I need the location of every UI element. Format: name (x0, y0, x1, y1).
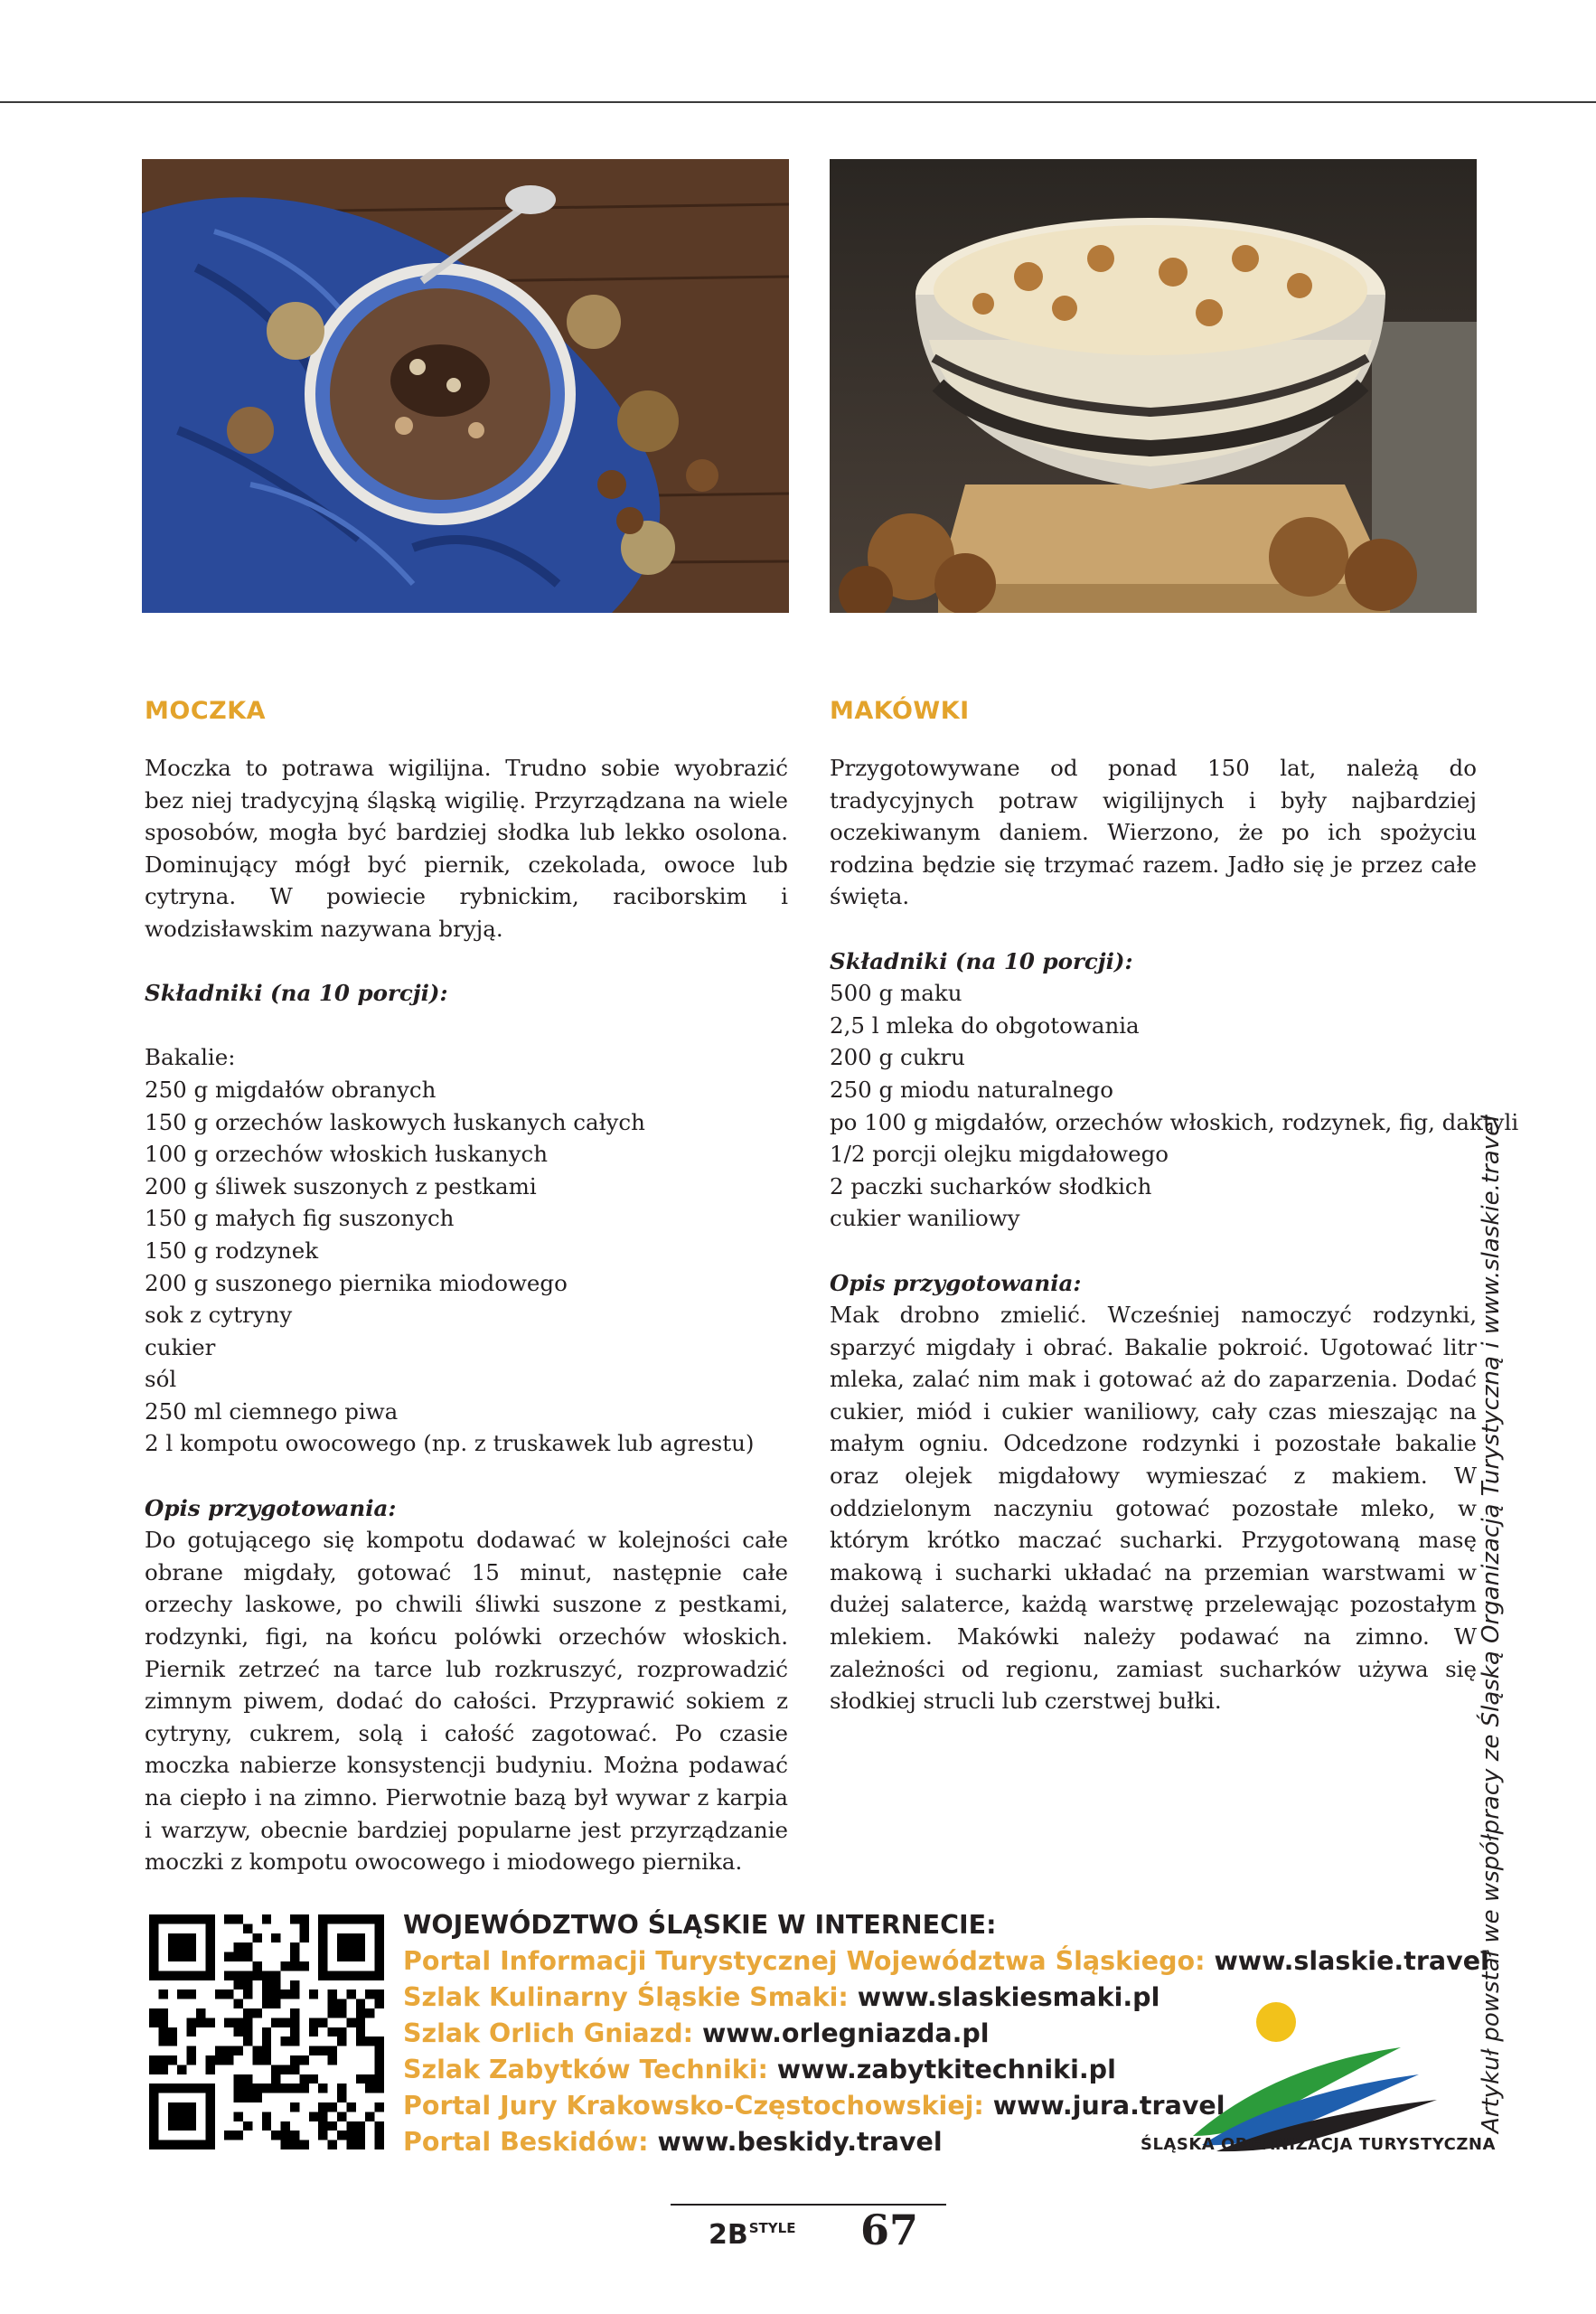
ingredient-item: 150 g orzechów laskowych łuskanych całych (145, 1108, 645, 1135)
ingredient-item: 2 l kompotu owocowego (np. z truskawek lub agrestu) (145, 1430, 755, 1457)
ingredient-item: 250 ml ciemnego piwa (145, 1397, 399, 1425)
makowki-method: Mak drobno zmielić. Wcześniej namoczyć rodzynki, sparzyć migdały i obrać. Bakalie pokroić. Ugotować litr mleka, zalać nim mak i gotować aż do zaparzenia. Dodać cukier, miód i cukier waniliowy, cały czas mieszając na małym ogniu. Odcedzone rodzynki i pozostałe bakalie oraz olejek migdałowy wymieszać z makiem. W oddzielonym naczyniu gotować pozostałe mleko, w którym krótko maczać sucharki. Przygotowaną masę makową i sucharki układać na przemian warstwami w dużej salaterce, każdą warstwę przelewając pozostałym mlekiem. Makówki należy podawać na zimno. W zależności od regionu, zamiast sucharków używa się słodkiej strucli lub czerstwej bułki. (830, 1302, 1477, 1715)
makowki-ingredients-heading: Składniki (na 10 porcji): (830, 947, 1133, 974)
link-row[interactable] (403, 1943, 1489, 1980)
ingredient-item: po 100 g migdałów, orzechów włoskich, rodzynek, fig, daktyli (830, 1108, 1519, 1135)
slaska-organizacja-logo (1130, 1984, 1473, 2156)
makowki-method-heading: Opis przygotowania: (830, 1269, 1082, 1296)
moczka-photo (142, 159, 789, 613)
moczka-intro: Moczka to potrawa wigilijna. Trudno sobie wyobrazić bez niej tradycyjną śląską wigilię. Przyrządzana na wiele sposobów, mogła być bardziej słodka lub lekko osolona. Dominujący mógł być piernik, czekolada, owoce lub cytryna. W powiecie rybnickim, raciborskim i wodzisławskim nazywana bryją. (145, 755, 788, 942)
link-url[interactable]: www.zabytkitechniki.pl (776, 2055, 1116, 2084)
link-label: Szlak Kulinarny Śląskie Smaki: (403, 1982, 849, 2012)
ingredient-item: 250 g miodu naturalnego (830, 1076, 1113, 1103)
ingredient-item: 150 g małych fig suszonych (145, 1205, 455, 1232)
makowki-ingredients-list (830, 977, 1519, 1235)
link-label: Szlak Zabytków Techniki: (403, 2055, 768, 2084)
top-rule (0, 101, 1596, 103)
ingredient-item: 100 g orzechów włoskich łuskanych (145, 1141, 548, 1168)
link-label: Portal Beskidów: (403, 2127, 649, 2157)
qr-code[interactable] (149, 1914, 384, 2149)
moczka-title: MOCZKA (145, 697, 267, 725)
makowki-intro: Przygotowywane od ponad 150 lat, należą do tradycyjnych potraw wigilijnych i były najbardziej oczekiwanym daniem. Wierzono, że po ich spożyciu rodzina będzie się trzymać razem. Jadło się je przez całe święta. (830, 755, 1477, 910)
moczka-method-heading: Opis przygotowania: (145, 1494, 397, 1521)
ingredient-item: 2 paczki sucharków słodkich (830, 1172, 1152, 1199)
ingredient-item: sok z cytryny (145, 1302, 293, 1329)
moczka-ingredients-heading: Składniki (na 10 porcji): (145, 980, 448, 1007)
link-label: Portal Jury Krakowsko-Częstochowskiej: (403, 2091, 984, 2121)
ingredient-item: sól (145, 1366, 177, 1393)
ingredient-item: 1/2 porcji olejku migdałowego (830, 1141, 1169, 1168)
link-url[interactable]: www.jura.travel (992, 2091, 1225, 2121)
ingredient-item: 2,5 l mleka do obgotowania (830, 1011, 1140, 1039)
link-url[interactable]: www.slaskiesmaki.pl (857, 1982, 1160, 2012)
logo-text: ŚLĄSKA ORGANIZACJA TURYSTYCZNA (1141, 2135, 1496, 2154)
ingredient-item: cukier waniliowy (830, 1205, 1020, 1232)
ingredient-item: Bakalie: (145, 1044, 236, 1071)
article-credit: Artykuł powstał we współpracy ze Śląską Organizacją Turystyczną i www.slaskie.travel (1478, 1115, 1505, 2133)
makowki-photo (830, 159, 1477, 613)
ingredient-item: 200 g suszonego piernika miodowego (145, 1269, 568, 1296)
page-number: 67 (860, 2206, 919, 2254)
makowki-title: MAKÓWKI (830, 697, 970, 725)
link-label: Szlak Orlich Gniazd: (403, 2018, 693, 2048)
moczka-method: Do gotującego się kompotu dodawać w kolejności całe obrane migdały, gotować 15 minut, następnie całe orzechy laskowe, po chwili śliwki suszone z pestkami, rodzynki, figi, na końcu polówki orzechów włoskich. Piernik zetrzeć na tarce lub rozkruszyć, rozprowadzić zimnym piwem, dodać do całości. Przyprawić sokiem z cytryny, cukrem, solą i całość zagotować. Po czasie moczka nabierze konsystencji budyniu. Można podawać na ciepło i na zimno. Pierwotnie bazą był wywar z karpia i warzyw, obecnie bardziej popularne jest przyrządzanie moczki z kompotu owocowego i miodowego piernika. (145, 1527, 788, 1876)
ingredient-item: 150 g rodzynek (145, 1237, 319, 1264)
ingredient-item: 500 g maku (830, 980, 962, 1007)
ingredient-item: 200 g cukru (830, 1044, 965, 1071)
ingredient-item: 200 g śliwek suszonych z pestkami (145, 1172, 537, 1199)
moczka-column (145, 696, 788, 1878)
link-url[interactable]: www.slaskie.travel (1214, 1946, 1489, 1976)
internet-heading: WOJEWÓDZTWO ŚLĄSKIE W INTERNECIE: (403, 1910, 997, 1940)
moczka-ingredients-list (145, 1041, 788, 1460)
magazine-brand: $2B^{STYLE}$ (709, 2219, 796, 2251)
link-url[interactable]: www.beskidy.travel (657, 2127, 943, 2157)
link-label: Portal Informacji Turystycznej Województwa Śląskiego: (403, 1946, 1206, 1976)
ingredient-item: cukier (145, 1333, 216, 1360)
ingredient-item: 250 g migdałów obranych (145, 1076, 437, 1103)
link-url[interactable]: www.orlegniazda.pl (701, 2018, 990, 2048)
